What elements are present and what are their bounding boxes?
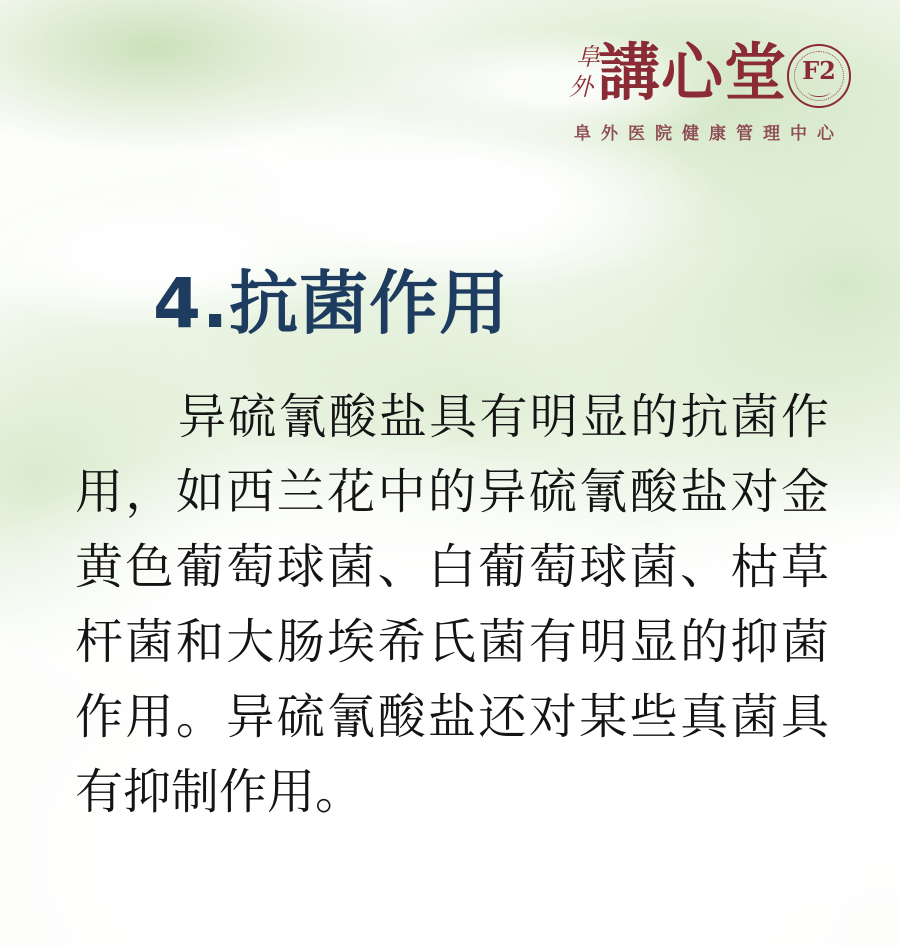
brand-seal-script-char-2: 外 [569, 73, 593, 101]
paragraph-line-5: 作用。异硫氰酸盐还对某些真菌具 [75, 689, 829, 745]
brand-seal-script-char-1: 阜 [576, 43, 600, 71]
brand-subtitle: 阜外医院健康管理中心 [574, 124, 844, 144]
brand-seal-script [566, 42, 600, 114]
hospital-seal-emblem [787, 44, 851, 108]
brand-calligraphy-title: 講心堂 [598, 36, 788, 109]
section-heading: 4.抗菌作用 [153, 264, 510, 344]
paragraph-line-1: 异硫氰酸盐具有明显的抗菌作 [178, 389, 829, 445]
seal-laurel-icon [808, 87, 830, 97]
paragraph-line-4: 杆菌和大肠埃希氏菌有明显的抑菌 [75, 614, 829, 670]
body-paragraph [75, 380, 829, 830]
paragraph-line-6: 有抑制作用。 [75, 764, 364, 820]
paragraph-line-2: 用，如西兰花中的异硫氰酸盐对金 [75, 464, 829, 520]
seal-monogram: F2 [802, 56, 836, 85]
paragraph-line-3: 黄色葡萄球菌、白葡萄球菌、枯草 [75, 539, 829, 595]
